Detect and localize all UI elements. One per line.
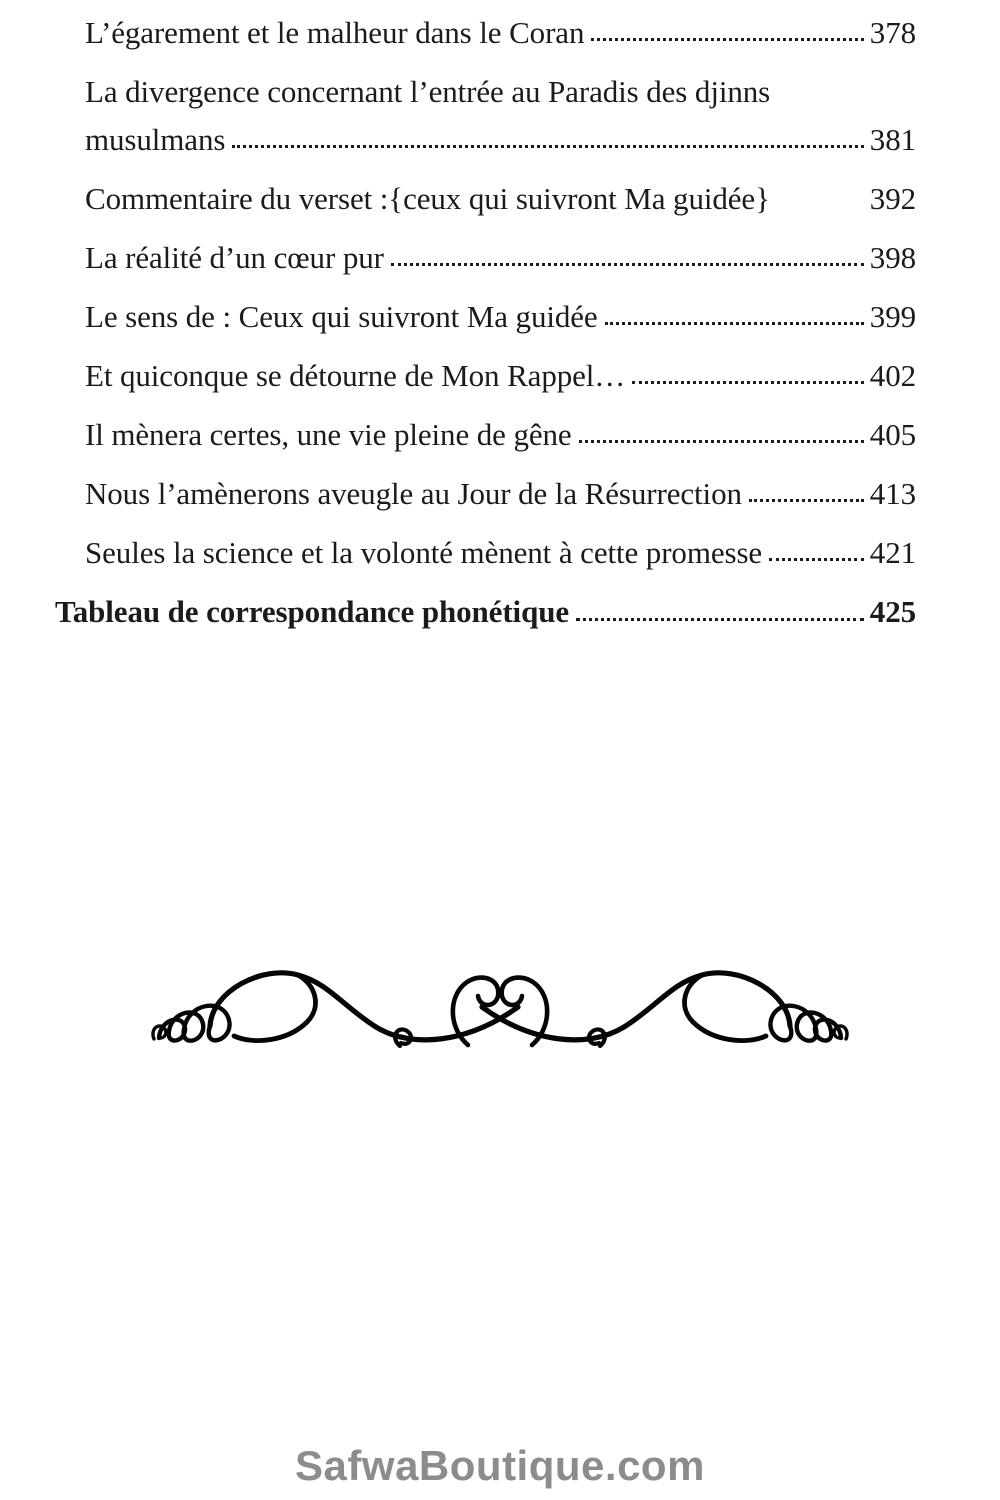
toc-page-number: 402 xyxy=(869,358,916,393)
toc-entry-line xyxy=(85,123,916,156)
toc-leader-dots xyxy=(576,618,864,621)
toc-entry-title: La divergence concernant l’entrée au Paradis des djinns xyxy=(85,74,771,109)
calligraphic-flourish-ornament xyxy=(150,948,850,1070)
toc-entry-line xyxy=(85,418,916,451)
toc-entry-line xyxy=(85,241,916,274)
toc-page-number: 398 xyxy=(869,240,916,275)
toc-page-number: 399 xyxy=(869,299,916,334)
toc-leader-dots xyxy=(591,38,863,41)
toc-page-number: 413 xyxy=(869,476,916,511)
toc-entry-title: Tableau de correspondance phonétique xyxy=(55,594,570,629)
toc-page-number: 378 xyxy=(869,15,916,50)
toc-page-number: 405 xyxy=(869,417,916,452)
toc-leader-dots xyxy=(769,558,864,561)
toc-entry xyxy=(55,359,916,392)
toc-leader-dots xyxy=(777,204,864,207)
toc-entry-title: L’égarement et le malheur dans le Coran xyxy=(85,15,585,50)
toc-entry xyxy=(55,536,916,569)
toc-entry-title: Il mènera certes, une vie pleine de gêne xyxy=(85,417,572,452)
table-of-contents xyxy=(55,16,916,654)
toc-entry-line xyxy=(85,359,916,392)
toc-leader-dots xyxy=(749,499,864,502)
toc-leader-dots xyxy=(632,381,864,384)
toc-entry-line xyxy=(85,182,916,215)
toc-leader-dots xyxy=(579,440,864,443)
toc-leader-dots xyxy=(232,145,863,148)
toc-leader-dots xyxy=(605,322,864,325)
toc-entry xyxy=(55,16,916,49)
toc-entry xyxy=(55,300,916,333)
toc-page-number: 392 xyxy=(869,181,916,216)
toc-entry xyxy=(55,182,916,215)
toc-entry xyxy=(55,241,916,274)
toc-entry-line xyxy=(55,595,916,628)
toc-entry-title: Seules la science et la volonté mènent à cette promesse xyxy=(85,535,763,570)
toc-entry xyxy=(55,477,916,510)
toc-entry-title: Le sens de : Ceux qui suivront Ma guidée xyxy=(85,299,598,334)
toc-entry-title: Commentaire du verset :{ceux qui suivront Ma guidée} xyxy=(85,181,770,216)
toc-entry-title: musulmans xyxy=(85,122,226,157)
toc-entry-title: La réalité d’un cœur pur xyxy=(85,240,384,275)
toc-leader-dots xyxy=(391,263,864,266)
toc-entry-line xyxy=(85,75,916,108)
toc-page-number: 425 xyxy=(869,594,916,629)
toc-entry-line xyxy=(85,477,916,510)
toc-entry xyxy=(55,595,916,628)
toc-entry-line xyxy=(85,300,916,333)
toc-page-number: 421 xyxy=(869,535,916,570)
toc-entry-title: Et quiconque se détourne de Mon Rappel… xyxy=(85,358,626,393)
toc-entry-title: Nous l’amènerons aveugle au Jour de la Résurrection xyxy=(85,476,742,511)
watermark-text: SafwaBoutique.com xyxy=(295,1442,705,1489)
toc-entry-line xyxy=(85,16,916,49)
toc-entry xyxy=(55,418,916,451)
toc-page-number: 381 xyxy=(869,122,916,157)
toc-entry-line xyxy=(85,536,916,569)
toc-entry xyxy=(55,75,916,156)
